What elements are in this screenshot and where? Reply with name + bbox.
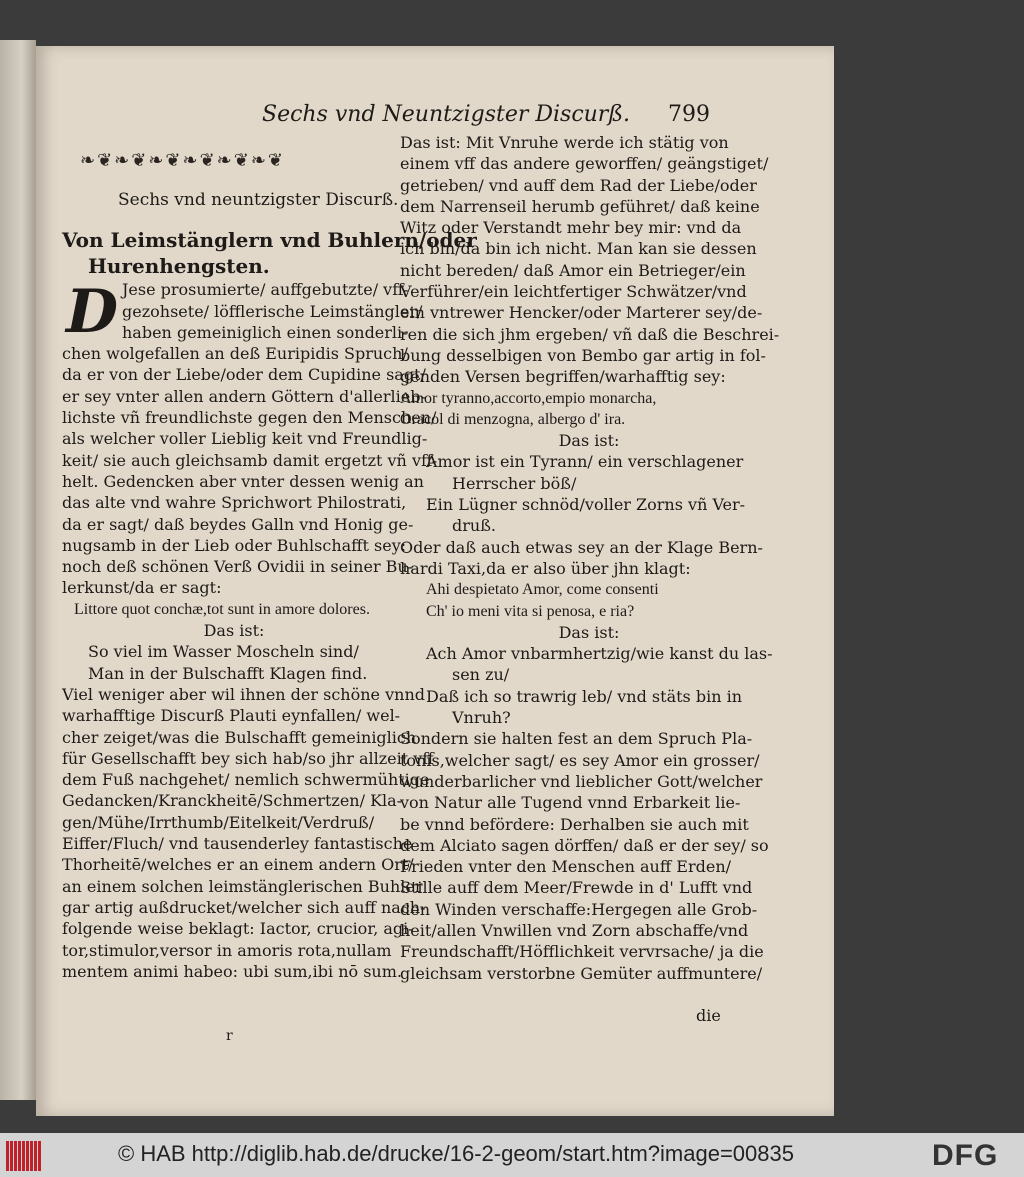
right-column (400, 132, 778, 984)
text-line: dem Narrenseil herumb geführet/ daß keine (400, 196, 760, 216)
verse-line: So viel im Wasser Moscheln sind/ (88, 642, 359, 662)
verse-line: Amor ist ein Tyrann/ ein verschlagener (426, 452, 744, 472)
text-line: da er sagt/ daß beydes Galln vnd Honig ge- (62, 514, 414, 534)
footer-bar (0, 1133, 1024, 1177)
text-line: als welcher voller Lieblig keit vnd Freundlig- (62, 429, 428, 449)
text-line: nugsamb in der Lieb oder Buhlschafft sey: (62, 535, 407, 555)
das-ist-label: Das ist: (203, 621, 265, 641)
text-line: gen/Mühe/Irrthumb/Eitelkeit/Verdruß/ (62, 812, 375, 832)
verse-line: druß. (452, 516, 496, 536)
drop-cap: D (66, 277, 119, 348)
text-line: Stille auff dem Meer/Frewde in d' Lufft vnd (400, 878, 753, 898)
text-line: gleichsam verstorbne Gemüter auffmuntere/ (400, 963, 763, 983)
text-line: helt. Gedencken aber vnter dessen wenig an (62, 471, 424, 491)
text-line: gar artig außdrucket/welcher sich auff nach- (62, 897, 426, 917)
text-line: mentem animi habeo: ubi sum,ibi nō sum. (62, 961, 402, 981)
book-page (36, 46, 834, 1116)
text-line: heit/allen Vnwillen vnd Zorn abschaffe/vnd (400, 920, 749, 940)
text-line: ren die sich jhm ergeben/ vñ daß die Beschrei- (400, 324, 780, 344)
chapter-heading (62, 227, 477, 279)
text-line: Verführer/ein leichtfertiger Schwätzer/vnd (400, 282, 747, 302)
text-line: dem Alciato sagen dörffen/ daß er der sey/ so (400, 835, 769, 855)
verse-line: Vnruh? (452, 708, 511, 728)
left-page-edge (0, 40, 36, 1100)
text-line: dem Fuß nachgehet/ nemlich schwermühtige (62, 770, 430, 790)
verse-line: Man in der Bulschafft Klagen find. (88, 663, 368, 683)
signature-mark: r (226, 1028, 233, 1044)
text-line: Thorheitē/welches er an einem andern Ort/ (62, 855, 414, 875)
catchword: die (696, 1006, 721, 1025)
copyright-url[interactable]: © HAB http://diglib.hab.de/drucke/16-2-geom/start.htm?image=00835 (118, 1141, 794, 1166)
text-line: da er von der Liebe/oder dem Cupidine sagt/ (62, 365, 426, 385)
text-line: Sondern sie halten fest an dem Spruch Pla- (400, 729, 753, 749)
text-line: lichste vñ freundlichste gegen den Menschen/ (62, 408, 437, 428)
verse-line: Ach Amor vnbarmhertzig/wie kanst du las- (426, 644, 773, 664)
hab-logo-icon (6, 1141, 44, 1171)
text-line: das alte vnd wahre Sprichwort Philostrati, (62, 493, 407, 513)
text-line: Eiffer/Fluch/ vnd tausenderley fantastische (62, 834, 413, 854)
text-line: Das ist: Mit Vnruhe werde ich stätig von (400, 133, 729, 152)
text-line: folgende weise beklagt: Iactor, crucior, agi- (62, 919, 414, 939)
discourse-title: Sechs vnd neuntzigster Discurß. (118, 190, 399, 210)
text-line: hardi Taxi,da er also über jhn klagt: (400, 558, 691, 578)
das-ist-label: Das ist: (558, 431, 620, 451)
text-line: warhafftige Discurß Plauti eynfallen/ wel- (62, 706, 401, 726)
text-line: ich bin/da bin ich nicht. Man kan sie dessen (400, 239, 757, 259)
das-ist-label: Das ist: (558, 622, 620, 642)
text-line: von Natur alle Tugend vnnd Erbarkeit lie- (400, 793, 741, 813)
text-line: wunderbarlicher vnd lieblicher Gott/welcher (400, 771, 763, 791)
text-line: den Winden verschaffe:Hergegen alle Grob- (400, 899, 758, 919)
text-line: Freundschafft/Höfflichkeit vervrsache/ ja die (400, 942, 764, 962)
text-line: noch deß schönen Verß Ovidii in seiner Bu- (62, 557, 414, 577)
verse-line: sen zu/ (452, 665, 510, 685)
text-line: an einem solchen leimstänglerischen Buhler (62, 876, 423, 896)
text-line: getrieben/ vnd auff dem Rad der Liebe/oder (400, 175, 757, 195)
text-line: be vnnd befördere: Derhalben sie auch mit (400, 814, 749, 834)
text-line: chen wolgefallen an deß Euripidis Spruch/ (62, 344, 408, 364)
opening-paragraph (62, 277, 423, 348)
text-line: einem vff das andere geworffen/ geängstiget/ (400, 154, 769, 174)
text-line: Gedancken/Kranckheitē/Schmertzen/ Kla- (62, 791, 403, 811)
text-line: Witz oder Verstandt mehr bey mir: vnd da (400, 218, 742, 238)
text-line: bung desselbigen von Bembo gar artig in fol- (400, 345, 766, 365)
text-line: für Gesellschafft bey sich hab/so jhr allzeit vff (62, 748, 434, 768)
text-line: Jese prosumierte/ auffgebutzte/ vff- (122, 280, 409, 300)
text-line: Frieden vnter den Menschen auff Erden/ (400, 857, 732, 877)
text-line: haben gemeiniglich einen sonderli- (122, 322, 408, 342)
verse-line: Ein Lügner schnöd/voller Zorns vñ Ver- (426, 495, 746, 515)
text-line: keit/ sie auch gleichsamb damit ergetzt vñ vff- (62, 450, 438, 470)
text-line: genden Versen begriffen/warhafftig sey: (400, 367, 726, 387)
page-number: 799 (668, 102, 710, 127)
text-line: nicht bereden/ daß Amor ein Betrieger/ein (400, 260, 746, 280)
italian-verse: Amor tyranno,accorto,empio monarcha, (400, 389, 657, 407)
text-line: gezohsete/ löfflerische Leimstängler/ (122, 301, 423, 321)
verse-line: Daß ich so trawrig leb/ vnd stäts bin in (426, 686, 742, 706)
text-line: cher zeiget/was die Bulschafft gemeiniglich (62, 727, 417, 747)
italian-verse: Ch' io meni vita si penosa, e ria? (426, 602, 635, 620)
italian-verse: Ahi despietato Amor, come consenti (426, 581, 659, 599)
text-line: ein vntrewer Hencker/oder Marterer sey/de- (400, 303, 763, 323)
verse-line: Herrscher böß/ (452, 473, 577, 493)
text-line: er sey vnter allen andern Göttern d'allerlieb- (62, 386, 426, 406)
ornament-row: ❧❦❧❦❧❦❧❦❧❦❧❦ (80, 150, 285, 171)
text-line: lerkunst/da er sagt: (62, 578, 222, 598)
text-line: tonis,welcher sagt/ es sey Amor ein grosser/ (400, 750, 760, 770)
dfg-logo: DFG (932, 1139, 999, 1172)
text-line: Viel weniger aber wil ihnen der schöne vnnd (62, 684, 425, 704)
italian-verse: Oracol di menzogna, albergo d' ira. (400, 410, 626, 428)
text-line: Oder daß auch etwas sey an der Klage Bern- (400, 537, 763, 557)
running-head: Sechs vnd Neuntzigster Discurß. (262, 102, 631, 127)
latin-verse: Littore quot conchæ,tot sunt in amore dolores. (74, 600, 370, 618)
heading-line: Von Leimstänglern vnd Buhlern/oder (62, 228, 477, 253)
heading-line: Hurenhengsten. (88, 254, 270, 279)
text-line: tor,stimulor,versor in amoris rota,nullam (62, 940, 392, 960)
left-column (62, 186, 477, 982)
